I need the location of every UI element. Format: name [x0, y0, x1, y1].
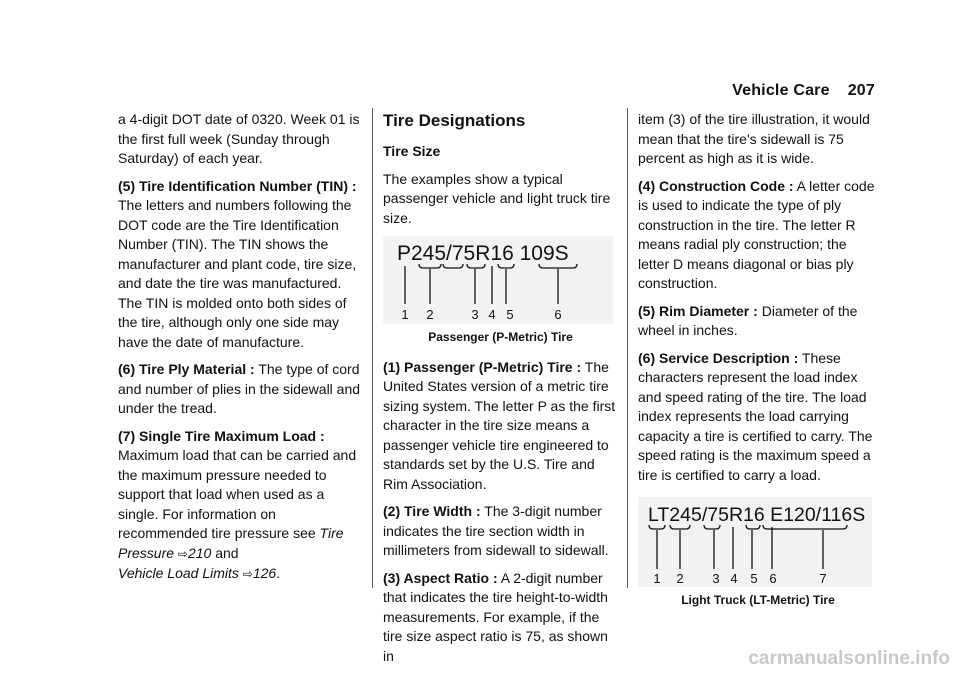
callout-number: 4	[488, 307, 496, 322]
page-number: 207	[847, 82, 875, 99]
construction-term: (4) Construction Code :	[638, 177, 794, 194]
callout-number: 3	[471, 307, 479, 322]
column-1	[118, 110, 363, 593]
service-text: These characters represent the load index and speed rating of the tire. The load index represents the load carrying capacity a tire is certified to carry. The speed rating is the maximum speed a tire is certified to carry a load.	[638, 349, 873, 483]
aspect-paragraph	[383, 569, 618, 667]
ply-term: (6) Tire Ply Material :	[118, 361, 255, 377]
sentence-end: .	[276, 565, 281, 581]
column-2	[383, 110, 618, 674]
callout-number: 5	[750, 571, 758, 586]
load-term: (7) Single Tire Maximum Load :	[118, 427, 325, 444]
service-paragraph	[638, 349, 878, 486]
column-3	[638, 110, 878, 621]
light-truck-tire-illustration	[638, 497, 872, 587]
service-term: (6) Service Description :	[638, 349, 799, 366]
and-word: and	[215, 544, 239, 561]
page-reference-icon: ⇨	[242, 567, 253, 581]
tin-term: (5) Tire Identification Number (TIN) :	[118, 177, 357, 194]
passenger-text: The United States version of a metric tire sizing system. The letter P as the first character in the tire size means a passenger vehicle tire engineered to standards set by the U.S. Tire and Rim Association.	[383, 358, 616, 492]
callout-number: 4	[730, 571, 738, 586]
load-paragraph	[118, 427, 363, 585]
section-name: Vehicle Care	[732, 82, 830, 99]
width-text: The 3-digit number indicates the tire section width in millimeters from sidewall to sidewall.	[383, 503, 609, 558]
intro-text: The examples show a typical passenger vehicle and light truck tire size.	[383, 170, 611, 226]
callout-number: 2	[676, 571, 684, 586]
light-truck-tire-svg	[638, 497, 872, 587]
callout-number: 1	[401, 307, 409, 322]
rim-paragraph	[638, 302, 878, 341]
aspect-term: (3) Aspect Ratio :	[383, 569, 498, 586]
callout-brackets	[649, 525, 847, 569]
width-term: (2) Tire Width :	[383, 503, 481, 519]
column-divider-2	[627, 108, 628, 588]
page-header	[700, 82, 875, 100]
watermark: carmanualsonline.info	[748, 648, 950, 669]
construction-paragraph	[638, 177, 878, 294]
callout-number: 6	[554, 307, 562, 322]
tin-text: The letters and numbers following the DOT code are the Tire Identification Number (TIN). The TIN shows the manufacturer and plant code, tire size, and date the tire was manufactured. The TIN is molded onto both sides of the tire, although only one side may have the date of manufacture.	[118, 197, 357, 350]
passenger-tire-svg	[383, 236, 613, 324]
passenger-term: (1) Passenger (P-Metric) Tire :	[383, 358, 582, 375]
rim-term: (5) Rim Diameter :	[638, 302, 758, 319]
ply-paragraph	[118, 360, 363, 419]
aspect-text: A 2-digit number that indicates the tire height-to-width measurements. For example, if the tire size aspect ratio is 75, as shown in	[383, 569, 608, 664]
callout-number: 7	[819, 571, 827, 586]
tire-code-text: P245/75R16 109S	[397, 242, 569, 265]
callout-brackets	[405, 264, 577, 304]
light-truck-tire-caption: Light Truck (LT-Metric) Tire	[681, 593, 835, 607]
callout-number: 5	[506, 307, 514, 322]
load-limits-page[interactable]: 126	[252, 565, 277, 581]
aspect-continuation: item (3) of the tire illustration, it would mean that the tire's sidewall is 75 percent as high as it is wide.	[638, 111, 870, 166]
rim-text: Diameter of the wheel in inches.	[638, 302, 858, 338]
dot-date-text: a 4-digit DOT date of 0320. Week 01 is the first full week (Sunday through Saturday) of each year.	[118, 111, 360, 166]
construction-text: A letter code is used to indicate the type of ply construction in the tire. The letter R means radial ply construction; the letter D means diagonal or bias ply construction.	[638, 177, 875, 291]
load-limits-link[interactable]: Vehicle Load Limits	[118, 565, 239, 581]
tire-pressure-link[interactable]: Tire Pressure	[118, 525, 344, 561]
passenger-paragraph	[383, 358, 618, 495]
page-reference-icon: ⇨	[177, 546, 188, 561]
ply-text: The type of cord and number of plies in the sidewall and under the tread.	[118, 361, 361, 416]
width-paragraph	[383, 502, 618, 561]
tin-paragraph	[118, 177, 363, 353]
load-text: Maximum load that can be carried and the maximum pressure needed to support that load when used as a single. For information on recommended tire pressure see	[118, 447, 357, 541]
callout-number: 1	[653, 571, 661, 586]
tire-pressure-page[interactable]: 210	[187, 544, 212, 561]
sub-title: Tire Size	[383, 143, 441, 159]
callout-number: 6	[769, 571, 777, 586]
column-divider-1	[372, 108, 373, 588]
passenger-tire-illustration	[383, 236, 613, 324]
tire-code-text: LT245/75R16 E120/116S	[648, 504, 866, 526]
section-title: Tire Designations	[383, 111, 526, 130]
callout-number: 3	[712, 571, 720, 586]
callout-number: 2	[426, 307, 434, 322]
passenger-tire-caption: Passenger (P-Metric) Tire	[428, 330, 573, 344]
